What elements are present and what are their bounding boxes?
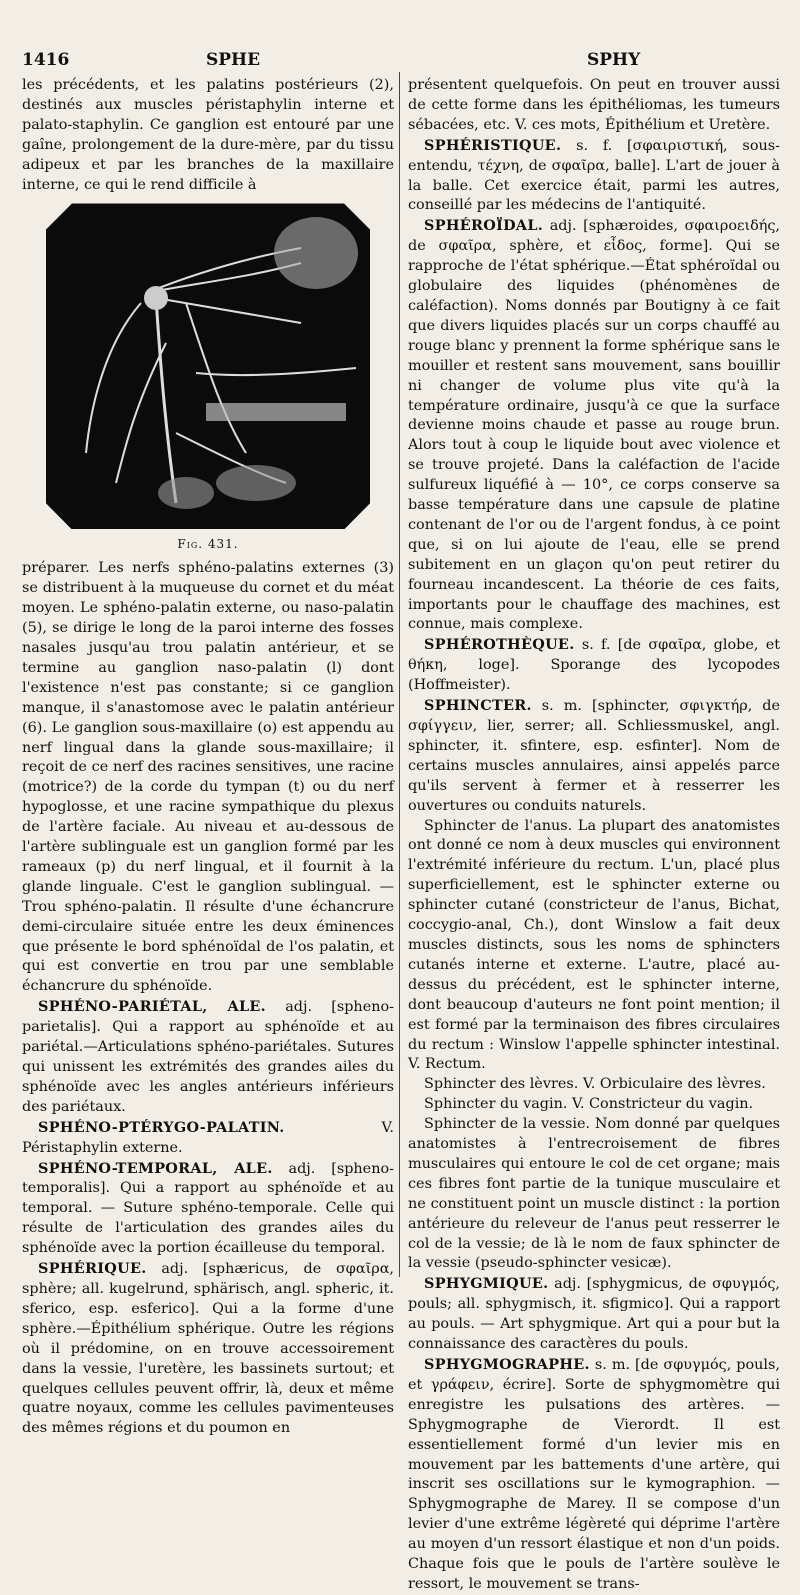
entry-headword: SPHÉNO-TEMPORAL, ALE. [38,1159,273,1177]
page-number: 1416 [22,50,70,70]
entry-sphygmique [408,1274,780,1355]
entry-spherotheque [408,635,780,696]
entry-headword: SPHÉNO-PTÉRYGO-PALATIN. [38,1118,285,1136]
running-header [22,50,780,76]
entry-body: adj. [sphæroides, σφαιροειδής, de σφαῖρα, sphère, et εἶδος, forme]. Qui se rapproche de l'état sphérique.—État sphéroïdal ou globulaire des liquides (phénomènes de caléfaction). Noms donnés par Boutigny à ce fait que divers liquides placés sur un corps chauffé au rouge blanc y prennent la forme sphérique sans le mouiller et restent sans mouvement, sans bouillir ni changer de volume plus vite qu'à la température ordinaire, jusqu'à ce que la surface devienne moins chaude et passe au rouge brun. Alors tout à coup le liquide bout avec violence et se trouve projeté. Dans la caléfaction de l'acide sulfureux liquéfié à — 10°, ce corps conserve sa basse température dans une capsule de platine contenant de l'or ou de l'argent fondus, à ce point que, si on lui ajoute de l'eau, elle se prend subitement en un glaçon qu'on peut retirer du fourneau incandescent. La théorie de ces faits, importants pour le chauffage des machines, est connue, mais complexe. [408,218,781,633]
column-divider [399,72,400,1277]
entry-body: s. m. [sphincter, σφιγκτήρ, de σφίγγειν, lier, serrer; all. Schliessmuskel, angl. sphincter, it. sfintere, esp. esfinter]. Nom de certains muscles annulaires, ainsi appelés parce qu'ils servent à fermer et à resserrer les ouvertures ou conduits naturels. [408,698,780,814]
anatomical-illustration [46,203,370,529]
subentry: Sphincter des lèvres. V. Orbiculaire des lèvres. [424,1076,766,1093]
entry-spheno-parietal [22,997,394,1117]
header-left-word: SPHE [206,50,261,70]
entry-body: s. f. [de σφαῖρα, globe, et θήκη, loge]. Sporange des lycopodes (Hoffmeister). [408,637,781,694]
entry-headword: SPHÉROÏDAL. [424,217,544,235]
subentry: Sphincter de la vessie. Nom donné par quelques anatomistes à l'entrecroisement de fibres musculaires qui entoure le col de cet organe; mais ces fibres font partie de la tunique musculaire et ne constituent point un muscle distinct : la portion antérieure du releveur de l'anus peut resserrer le col de la vessie; de là le nom de faux sphincter de la vessie (pseudo-sphincter vesicæ). [408,1116,780,1272]
entry-body: s. m. [de σφυγμός, pouls, et γράφειν, écrire]. Sorte de sphygmomètre qui enregistre les pulsations des artères. — Sphygmographe de Vierordt. Il est essentiellement formé d'un levier mis en mouvement par les battements d'une artère, qui inscrit ses oscillations sur le kymographion. — Sphygmographe de Marey. Il se compose d'un levier d'une extrême légèreté qui déprime l'artère au moyen d'un ressort élastique et non d'un poids. Chaque fois que le pouls de l'artère soulève le ressort, le mouvement se trans- [408,1357,780,1592]
entry-spheno-pterygo-palatin [22,1118,394,1159]
entry-spheno-temporal [22,1159,394,1260]
entry-body: adj. [sphæricus, de σφαῖρα, sphère; all. kugelrund, sphärisch, angl. spheric, it. sferico, esp. esferico]. Qui a la forme d'une sphère.—Épithélium sphérique. Outre les régions où il prédomine, on en trouve accessoirement dans la vessie, l'uretère, les bassinets surtout; et quelques cellules peuvent offrir, là, deux et même quatre noyaux, comme les cellules pavimenteuses des mêmes régions et du poumon en [22,1261,394,1437]
entry-headword: SPHÉNO-PARIÉTAL, ALE. [38,998,266,1016]
paragraph: les précédents, et les palatins postérieurs (2), destinés aux muscles péristaphylin interne et palato-staphylin. Ce ganglion est entouré par une gaîne, prolongement de la dure-mère, par du tissu adipeux et par les branches de la maxillaire interne, ce qui le rend difficile à [22,77,394,193]
entry-headword: SPHYGMOGRAPHE. [424,1356,590,1373]
left-column [22,76,394,1439]
subentry: Sphincter de l'anus. La plupart des anatomistes ont donné ce nom à deux muscles qui environnent l'extrémité inférieure du rectum. L'un, placé plus superficiellement, est le sphincter externe ou sphincter cutané (constricteur de l'anus, Bichat, coccygio-anal, Ch.), dont Winslow a fait deux muscles distincts, sous les noms de sphincters cutanés interne et externe. L'autre, placé au-dessus du précédent, est le sphincter interne, dont beaucoup d'auteurs ne font point mention; il est formé par la terminaison des fibres circulaires du rectum : Winslow l'appelle sphincter intestinal. V. Rectum. [408,817,780,1073]
nerve-diagram-image [46,203,370,529]
right-column [408,76,780,1595]
entry-sphygmographe [408,1355,780,1595]
entry-body: V. Péristaphylin externe. [22,1119,394,1156]
paragraph: préparer. Les nerfs sphéno-palatins externes (3) se distribuent à la muqueuse du cornet et du méat moyen. Le sphéno-palatin externe, ou naso-palatin (5), se dirige le long de la paroi interne des fosses nasales jusqu'au trou palatin antérieur, et se termine au ganglion naso-palatin (l) dont l'existence n'est pas constante; si ce ganglion manque, il s'anastomose avec le palatin antérieur (6). Le ganglion sous-maxillaire (o) est appendu au nerf lingual dans la glande sous-maxillaire; il reçoit de ce nerf des racines sensitives, une racine (motrice?) de la corde du tympan (t) ou du nerf hypoglosse, et une racine sympathique du plexus de l'artère faciale. Au niveau et au-dessous de l'artère sublinguale est un ganglion formé par les rameaux (p) du nerf lingual, et il fournit à la glande linguale. C'est le ganglion sublingual. — Trou sphéno-palatin. Il résulte d'une échancrure demi-circulaire située entre les deux éminences que présente le bord sphénoïdal de l'os palatin, et qui est convertie en trou par une semblable échancrure du sphénoïde. [22,560,394,995]
entry-body: s. f. [σφαιριστική, sous-entendu, τέχνη, de σφαῖρα, balle]. L'art de jouer à la balle. Cet exercice était, parmi les autres, conseillé par les médecins de l'antiquité. [408,137,781,214]
entry-body: adj. [spheno-temporalis]. Qui a rapport au sphénoïde et au temporal. — Suture sphéno-temporale. Celle qui résulte de l'articulation des grandes ailes du sphénoïde avec la portion écailleuse du temporal. [22,1160,394,1257]
entry-spheroidal [408,216,780,635]
header-right-word: SPHY [587,50,641,70]
entry-headword: SPHÉRISTIQUE. [424,136,562,154]
entry-headword: SPHYGMIQUE. [424,1275,549,1293]
entry-headword: SPHÉROTHÈQUE. [424,636,575,654]
entry-headword: SPHINCTER. [424,697,532,715]
subentry: Sphincter du vagin. V. Constricteur du vagin. [424,1096,754,1113]
figure-caption: Fig. 431. [177,537,239,552]
entry-body: adj. [spheno-parietalis]. Qui a rapport au sphénoïde et au pariétal.—Articulations sphéno-pariétales. Sutures qui unissent les extrémités des grandes ailes du sphénoïde avec les angles antérieurs inférieurs des pariétaux. [22,999,394,1115]
entry-sphincter [408,696,780,816]
entry-spheristique [408,136,780,217]
entry-spherique [22,1259,394,1439]
entry-headword: SPHÉRIQUE. [38,1260,147,1278]
paragraph: présentent quelquefois. On peut en trouver aussi de cette forme dans les épithéliomas, les tumeurs sébacées, etc. V. ces mots, Épithélium et Uretère. [408,77,780,133]
entry-body: adj. [sphygmicus, de σφυγμός, pouls; all. sphygmisch, it. sfigmico]. Qui a rapport au pouls. — Art sphygmique. Art qui a pour but la connaissance des caractères du pouls. [408,1276,780,1353]
